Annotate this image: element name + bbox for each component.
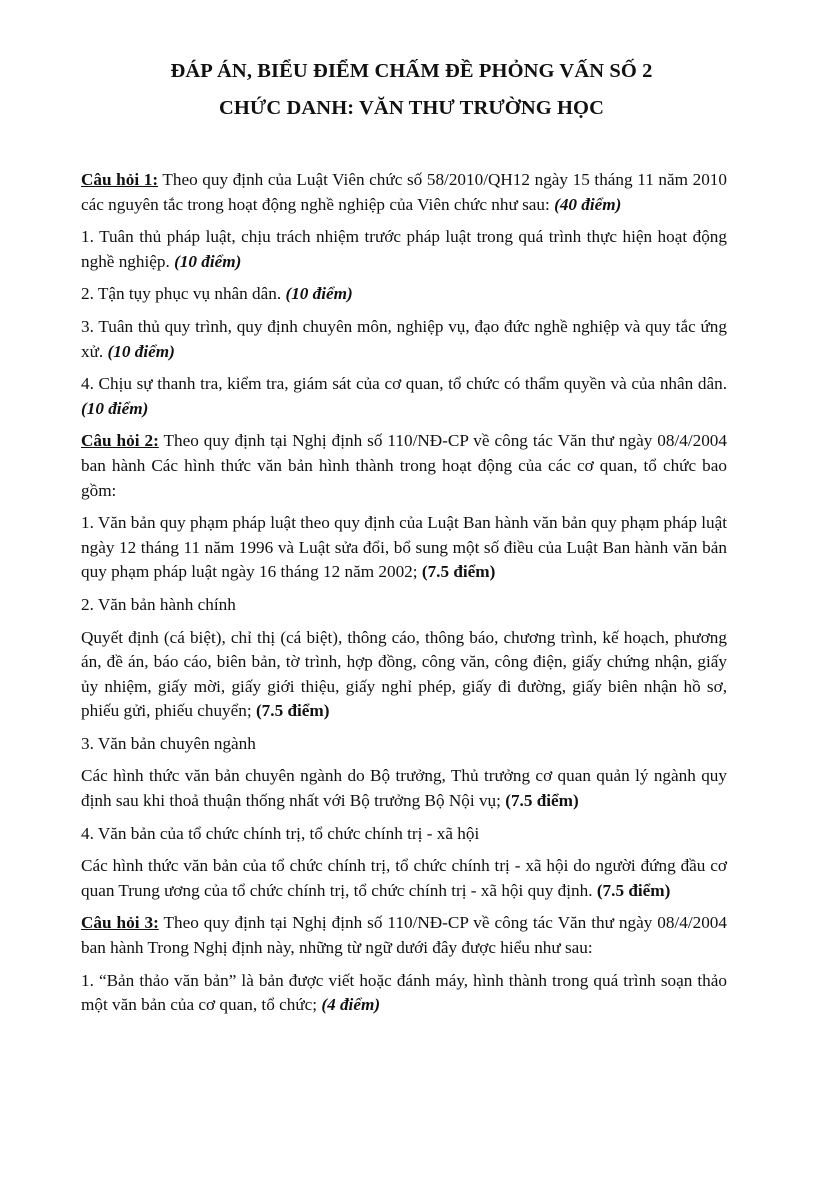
q2-answer-3 bbox=[81, 764, 727, 813]
question-1 bbox=[81, 168, 727, 217]
q2-answer-1 bbox=[81, 511, 727, 585]
question-2-label: Câu hỏi 2: bbox=[81, 431, 159, 451]
q3-answer-1-points: (4 điểm) bbox=[321, 995, 381, 1015]
q2-answer-4-text: Các hình thức văn bản của tổ chức chính trị, tổ chức chính trị - xã hội do người đứng đầu cơ quan Trung ương của tổ chức chính trị, tổ chức chính trị - xã hội quy định. bbox=[81, 856, 727, 900]
q2-answer-2-heading: 2. Văn bản hành chính bbox=[81, 594, 236, 614]
q1-answer-1-text: 1. Tuân thủ pháp luật, chịu trách nhiệm trước pháp luật trong quá trình thực hiện hoạt động nghề nghiệp. bbox=[81, 227, 727, 271]
question-3-label: Câu hỏi 3: bbox=[81, 913, 159, 933]
q2-answer-1-text: 1. Văn bản quy phạm pháp luật theo quy định của Luật Ban hành văn bản quy phạm pháp luật ngày 12 tháng 11 năm 1996 và Luật sửa đổi, bổ sung một số điều của Luật Ban hành văn bản quy phạm pháp luật ngày 16 tháng 12 năm 2002; bbox=[81, 513, 727, 582]
question-2 bbox=[81, 429, 727, 503]
question-3 bbox=[81, 911, 727, 960]
q1-answer-1 bbox=[81, 225, 727, 274]
question-1-text: Theo quy định của Luật Viên chức số 58/2010/QH12 ngày 15 tháng 11 năm 2010 các nguyên tắc trong hoạt động nghề nghiệp của Viên chức như sau: bbox=[81, 170, 727, 214]
q2-answer-3-text: Các hình thức văn bản chuyên ngành do Bộ trưởng, Thủ trưởng cơ quan quản lý ngành quy định sau khi thoả thuận thống nhất với Bộ trưởng Bộ Nội vụ; bbox=[81, 766, 727, 811]
q2-answer-4-points: (7.5 điểm) bbox=[596, 880, 671, 900]
q1-answer-3 bbox=[81, 315, 727, 364]
question-1-label: Câu hỏi 1: bbox=[81, 170, 159, 189]
q1-answer-4-points: (10 điểm) bbox=[81, 398, 149, 418]
q1-answer-2-text: 2. Tận tụy phục vụ nhân dân. bbox=[81, 284, 286, 304]
q2-answer-4-heading: 4. Văn bản của tổ chức chính trị, tổ chức chính trị - xã hội bbox=[81, 823, 480, 843]
title-line-1: ĐÁP ÁN, BIỂU ĐIỂM CHẤM ĐỀ PHỎNG VẤN SỐ 2 bbox=[170, 60, 653, 82]
q1-answer-1-points: (10 điểm) bbox=[174, 251, 242, 271]
q1-answer-3-points: (10 điểm) bbox=[107, 341, 175, 361]
q1-answer-4 bbox=[81, 372, 727, 421]
q2-answer-2-text: Quyết định (cá biệt), chỉ thị (cá biệt), thông cáo, thông báo, chương trình, kế hoạch, phương án, đề án, báo cáo, biên bản, tờ trình, hợp đồng, công văn, công điện, giấy chứng nhận, giấy ủy nhiệm, giấy mời, giấy giới thiệu, giấy nghỉ phép, giấy đi đường, giấy biên nhận hồ sơ, phiếu gửi, phiếu chuyển; bbox=[81, 627, 727, 721]
question-1-points: (40 điểm) bbox=[554, 194, 622, 214]
q2-answer-2 bbox=[81, 626, 727, 724]
q1-answer-2-points: (10 điểm) bbox=[285, 284, 353, 304]
q3-answer-1-text: 1. “Bản thảo văn bản” là bản được viết hoặc đánh máy, hình thành trong quá trình soạn thảo một văn bản của cơ quan, tổ chức; bbox=[81, 970, 727, 1015]
title-line-2: CHỨC DANH: VĂN THƯ TRƯỜNG HỌC bbox=[218, 97, 604, 119]
q2-answer-3-points: (7.5 điểm) bbox=[505, 791, 579, 811]
q2-answer-3-heading: 3. Văn bản chuyên ngành bbox=[81, 733, 256, 753]
q2-answer-1-points: (7.5 điểm) bbox=[421, 562, 496, 582]
q1-answer-4-text: 4. Chịu sự thanh tra, kiểm tra, giám sát của cơ quan, tổ chức có thẩm quyền và của nhân dân. bbox=[81, 374, 727, 394]
q2-answer-4 bbox=[81, 854, 727, 903]
question-3-text: Theo quy định tại Nghị định số 110/NĐ-CP về công tác Văn thư ngày 08/4/2004 ban hành Trong Nghị định này, những từ ngữ dưới đây được hiểu như sau: bbox=[81, 913, 727, 958]
q1-answer-2 bbox=[81, 282, 727, 307]
question-2-text: Theo quy định tại Nghị định số 110/NĐ-CP về công tác Văn thư ngày 08/4/2004 ban hành Các hình thức văn bản hình thành trong hoạt động của các cơ quan, tổ chức bao gồm: bbox=[81, 431, 727, 500]
q2-answer-2-points: (7.5 điểm) bbox=[255, 701, 330, 721]
q3-answer-1 bbox=[81, 969, 727, 1018]
document-body bbox=[81, 168, 727, 1026]
q1-answer-3-text: 3. Tuân thủ quy trình, quy định chuyên môn, nghiệp vụ, đạo đức nghề nghiệp và quy tắc ứng xử. bbox=[81, 316, 727, 361]
